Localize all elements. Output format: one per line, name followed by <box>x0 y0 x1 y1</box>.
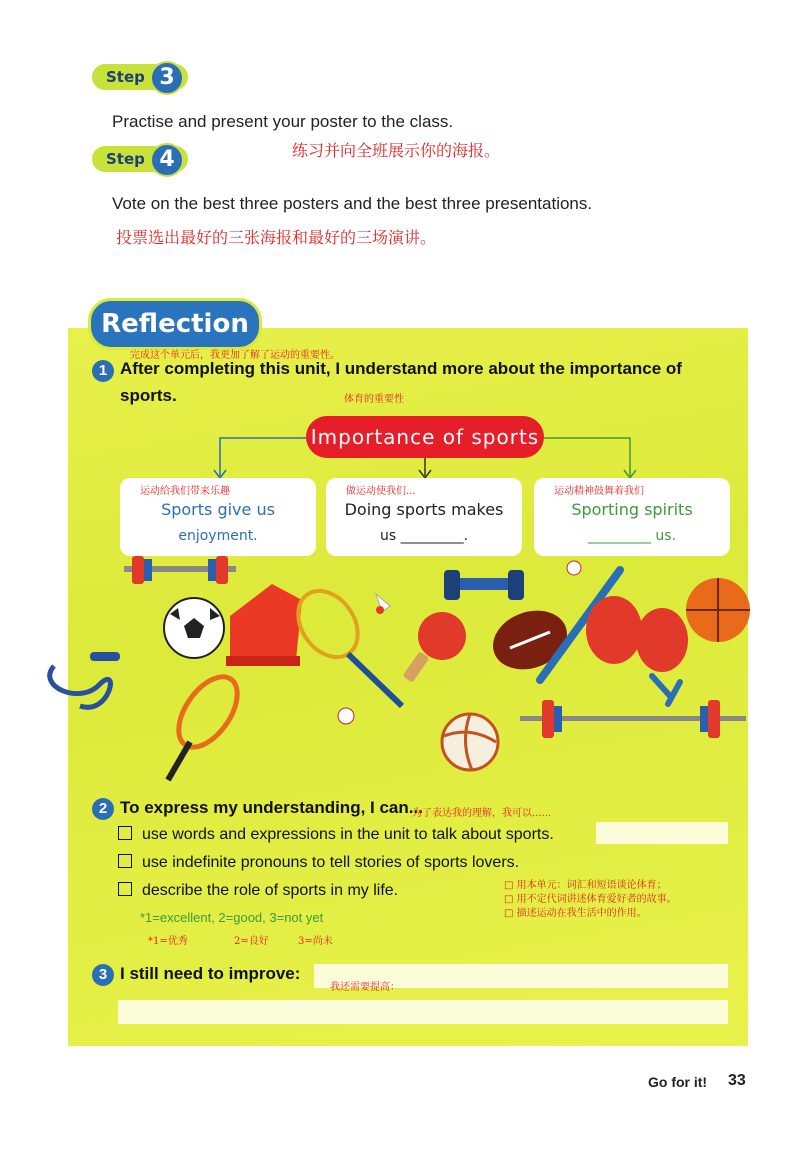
hand-grip-icon <box>652 676 680 704</box>
card-enjoyment <box>120 478 316 556</box>
boxing-glove-icon <box>586 596 688 672</box>
card-line-1: Doing sports makes <box>344 500 504 519</box>
rating-scale-cn: 2=良好 <box>234 936 269 947</box>
card-cn: 做运动使我们... <box>346 486 416 497</box>
answer-field[interactable] <box>596 822 728 844</box>
q3-text: I still need to improve: <box>120 964 301 983</box>
badminton-racket-icon <box>286 580 402 706</box>
soccer-ball-icon <box>164 598 224 658</box>
checkbox[interactable] <box>118 854 132 868</box>
step-4-cn: 投票选出最好的三张海报和最好的三场演讲。 <box>116 228 437 247</box>
card-line-2: enjoyment. <box>178 528 258 544</box>
q2-cn: 为了表达我的理解，我可以...... <box>412 808 552 819</box>
improve-field-2[interactable] <box>118 1000 728 1024</box>
card-line-2[interactable]: us _________. <box>379 528 469 544</box>
step-4-text: Vote on the best three posters and the best three presentations. <box>112 194 593 213</box>
checkbox[interactable] <box>118 826 132 840</box>
step-label: Step <box>106 68 145 86</box>
step-number: 4 <box>150 143 184 177</box>
q3-number: 3 <box>92 964 114 986</box>
american-football-icon <box>485 601 576 680</box>
tennis-racket-icon <box>167 667 249 780</box>
q2-number: 2 <box>92 798 114 820</box>
step-number: 3 <box>150 61 184 95</box>
card-sporting-spirits <box>534 478 730 556</box>
q1-text-2: sports. <box>120 386 177 405</box>
volleyball-icon <box>442 714 498 770</box>
barbell-icon <box>520 700 746 738</box>
card-line-1: Sports give us <box>161 500 275 519</box>
q1-number: 1 <box>92 360 114 382</box>
table-tennis-paddle-icon <box>402 612 466 683</box>
sports-equipment-illustration <box>40 556 760 792</box>
step-4-badge <box>92 146 188 172</box>
q1-cn: 完成这个单元后，我更加了解了运动的重要性。 <box>130 350 340 361</box>
roller-skate-icon <box>226 584 302 666</box>
q2-cn-item: □ 用本单元：词汇和短语谈论体育； <box>504 880 667 891</box>
rating-scale-cn: 3=尚未 <box>298 936 333 947</box>
card-line-2[interactable]: _________ us. <box>587 528 677 544</box>
step-label: Step <box>106 150 145 168</box>
rating-scale-cn: *1=优秀 <box>148 936 188 947</box>
q2-text: To express my understanding, I can... <box>120 798 423 817</box>
rating-scale: *1=excellent, 2=good, 3=not yet <box>140 910 324 925</box>
checklist-item[interactable] <box>118 854 519 872</box>
shuttlecock-icon <box>376 594 390 614</box>
dumbbell-icon <box>444 570 524 600</box>
checklist-item-text: use indefinite pronouns to tell stories of sports lovers. <box>142 854 520 871</box>
basketball-icon <box>686 578 750 642</box>
q2-cn-item: □ 用不定代词讲述体育爱好者的故事。 <box>504 894 677 905</box>
book-title: Go for it! <box>648 1074 708 1090</box>
step-3-text: Practise and present your poster to the class. <box>112 112 454 131</box>
q2-cn-item: □ 描述运动在我生活中的作用。 <box>504 908 647 919</box>
checkbox[interactable] <box>118 882 132 896</box>
q3-cn: 我还需要提高： <box>330 982 400 993</box>
dumbbell-icon <box>124 556 236 584</box>
checklist-item-text: use words and expressions in the unit to talk about sports. <box>142 826 554 843</box>
card-doing-sports <box>326 478 522 556</box>
importance-of-sports-title: Importance of sports <box>306 416 544 458</box>
page-number: 33 <box>728 1072 746 1089</box>
connector-lines <box>200 436 650 480</box>
step-3-badge <box>92 64 188 90</box>
card-cn: 运动精神鼓舞着我们 <box>554 486 644 497</box>
checklist-item[interactable] <box>118 882 398 900</box>
card-line-1: Sporting spirits <box>571 500 693 519</box>
q1-text: After completing this unit, I understand more about the importance of <box>120 359 682 378</box>
checklist-item-text: describe the role of sports in my life. <box>142 882 399 899</box>
jump-rope-icon <box>50 652 120 707</box>
reflection-title: Reflection <box>88 298 262 350</box>
checklist-item[interactable] <box>118 826 554 844</box>
step-3-cn: 练习并向全班展示你的海报。 <box>292 141 501 160</box>
card-cn: 运动给我们带来乐趣 <box>140 486 230 497</box>
q1-cn-2: 体育的重要性 <box>344 394 404 405</box>
